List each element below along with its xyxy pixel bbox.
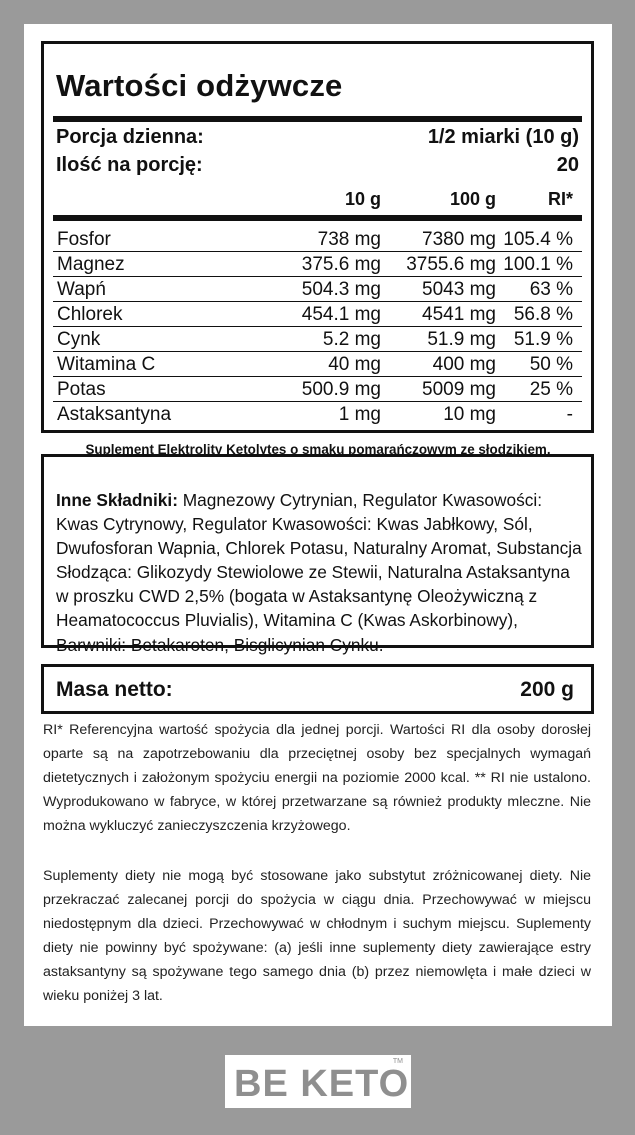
column-header-10g: 10 g xyxy=(344,189,381,209)
ingredients-list: Magnezowy Cytrynian, Regulator Kwasowości: Kwas Cytrynowy, Regulator Kwasowości: Kwas Jabłkowy, Sól, Dwufosforan Wapnia, Chlorek Potasu, Naturalny Aromat, Substancja Słodząca: Glikozydy Stewiolowe ze Stewii, Naturalna Astaksantyna w proszku CWD 2,5% (bogata w Astaksantynę Oleożywiczną z Heamatococcus Pluvialis), Witamina C (Kwas Askorbinowy), Barwniki: Betakaroten, Bisglicynian Cynku. xyxy=(56,490,582,655)
servings-label: Ilość na porcję: xyxy=(56,154,203,176)
nutrient-name: Chlorek xyxy=(57,304,123,325)
net-mass-value: 200 g xyxy=(520,678,574,701)
label-sheet xyxy=(24,24,612,1026)
ingredients-box xyxy=(41,454,594,655)
product-caption: Suplement Elektrolity Ketolytes o smaku pomarańczowym ze słodzikiem. xyxy=(85,442,551,457)
column-header-ri: RI* xyxy=(547,189,573,209)
value-10g: 1 mg xyxy=(338,404,381,425)
table-row xyxy=(53,277,582,302)
trademark-mark: TM xyxy=(392,1058,403,1065)
ri-footnote: RI* Referencyjna wartość spożycia dla jednej porcji. Wartości RI dla osoby dorosłej oparte są na zapotrzebowaniu dla przeciętnej osoby bez specjalnych wymagań dietetycznych i założonym spożyciu energii na poziomie 2000 kcal. ** RI nie ustalono. Wyprodukowano w fabryce, w której przetwarzane są również produkty mleczne. Nie można wykluczyć zanieczyszczenia krzyżowego. xyxy=(43,722,591,834)
brand-logo xyxy=(225,1055,411,1108)
value-ri: 105.4 % xyxy=(503,229,573,250)
value-ri: 63 % xyxy=(529,279,573,300)
ingredients-label: Inne Składniki: xyxy=(56,490,178,510)
nutrient-name: Fosfor xyxy=(57,229,111,250)
value-ri: 50 % xyxy=(529,354,573,375)
nutrient-name: Magnez xyxy=(57,254,125,275)
value-10g: 375.6 mg xyxy=(301,254,381,275)
nutrition-table xyxy=(41,41,594,433)
table-row xyxy=(53,377,582,402)
value-100g: 5043 mg xyxy=(422,279,496,300)
value-ri: - xyxy=(566,404,573,425)
portion-label: Porcja dzienna: xyxy=(56,126,204,148)
value-ri: 56.8 % xyxy=(513,304,573,325)
nutrition-title: Wartości odżywcze xyxy=(56,68,343,103)
value-100g: 51.9 mg xyxy=(427,329,496,350)
nutrient-name: Potas xyxy=(57,379,106,400)
net-mass-label: Masa netto: xyxy=(56,678,173,701)
warnings-note: Suplementy diety nie mogą być stosowane jako substytut zróżnicowanej diety. Nie przekraczać zalecanej porcji do spożycia w ciągu dnia. Przechowywać w miejscu niedostępnym dla dzieci. Przechowywać w chłodnym i suchym miejscu. Suplementy diety nie powinny być spożywane: (a) jeśli inne suplementy diety zawierające estry astaksantyny są spożywane tego samego dnia (b) przez niemowlęta i małe dzieci w wieku poniżej 3 lat. xyxy=(43,868,591,1004)
table-row xyxy=(53,352,582,377)
nutrient-name: Wapń xyxy=(57,279,106,300)
value-10g: 500.9 mg xyxy=(301,379,381,400)
column-header-100g: 100 g xyxy=(449,189,496,209)
value-10g: 454.1 mg xyxy=(301,304,381,325)
ingredients-text xyxy=(56,488,586,657)
servings-value: 20 xyxy=(556,154,579,176)
value-10g: 504.3 mg xyxy=(301,279,381,300)
nutrient-name: Witamina C xyxy=(57,354,156,375)
value-100g: 5009 mg xyxy=(422,379,496,400)
nutrient-name: Cynk xyxy=(57,329,101,350)
table-row xyxy=(53,252,582,277)
value-10g: 40 mg xyxy=(328,354,381,375)
value-ri: 100.1 % xyxy=(503,254,573,275)
value-ri: 25 % xyxy=(529,379,573,400)
value-ri: 51.9 % xyxy=(513,329,573,350)
value-100g: 7380 mg xyxy=(422,229,496,250)
table-row xyxy=(53,302,582,327)
header-divider xyxy=(53,215,582,221)
net-mass-box xyxy=(41,664,594,714)
value-100g: 400 mg xyxy=(432,354,496,375)
nutrient-name: Astaksantyna xyxy=(57,404,172,425)
table-row xyxy=(53,227,582,252)
table-row xyxy=(53,402,582,427)
value-10g: 738 mg xyxy=(317,229,381,250)
value-100g: 10 mg xyxy=(443,404,496,425)
logo-text: BE KETO xyxy=(234,1063,410,1105)
table-row xyxy=(53,327,582,352)
title-divider xyxy=(53,116,582,122)
value-100g: 3755.6 mg xyxy=(406,254,496,275)
value-100g: 4541 mg xyxy=(422,304,496,325)
portion-value: 1/2 miarki (10 g) xyxy=(427,126,579,148)
value-10g: 5.2 mg xyxy=(322,329,381,350)
